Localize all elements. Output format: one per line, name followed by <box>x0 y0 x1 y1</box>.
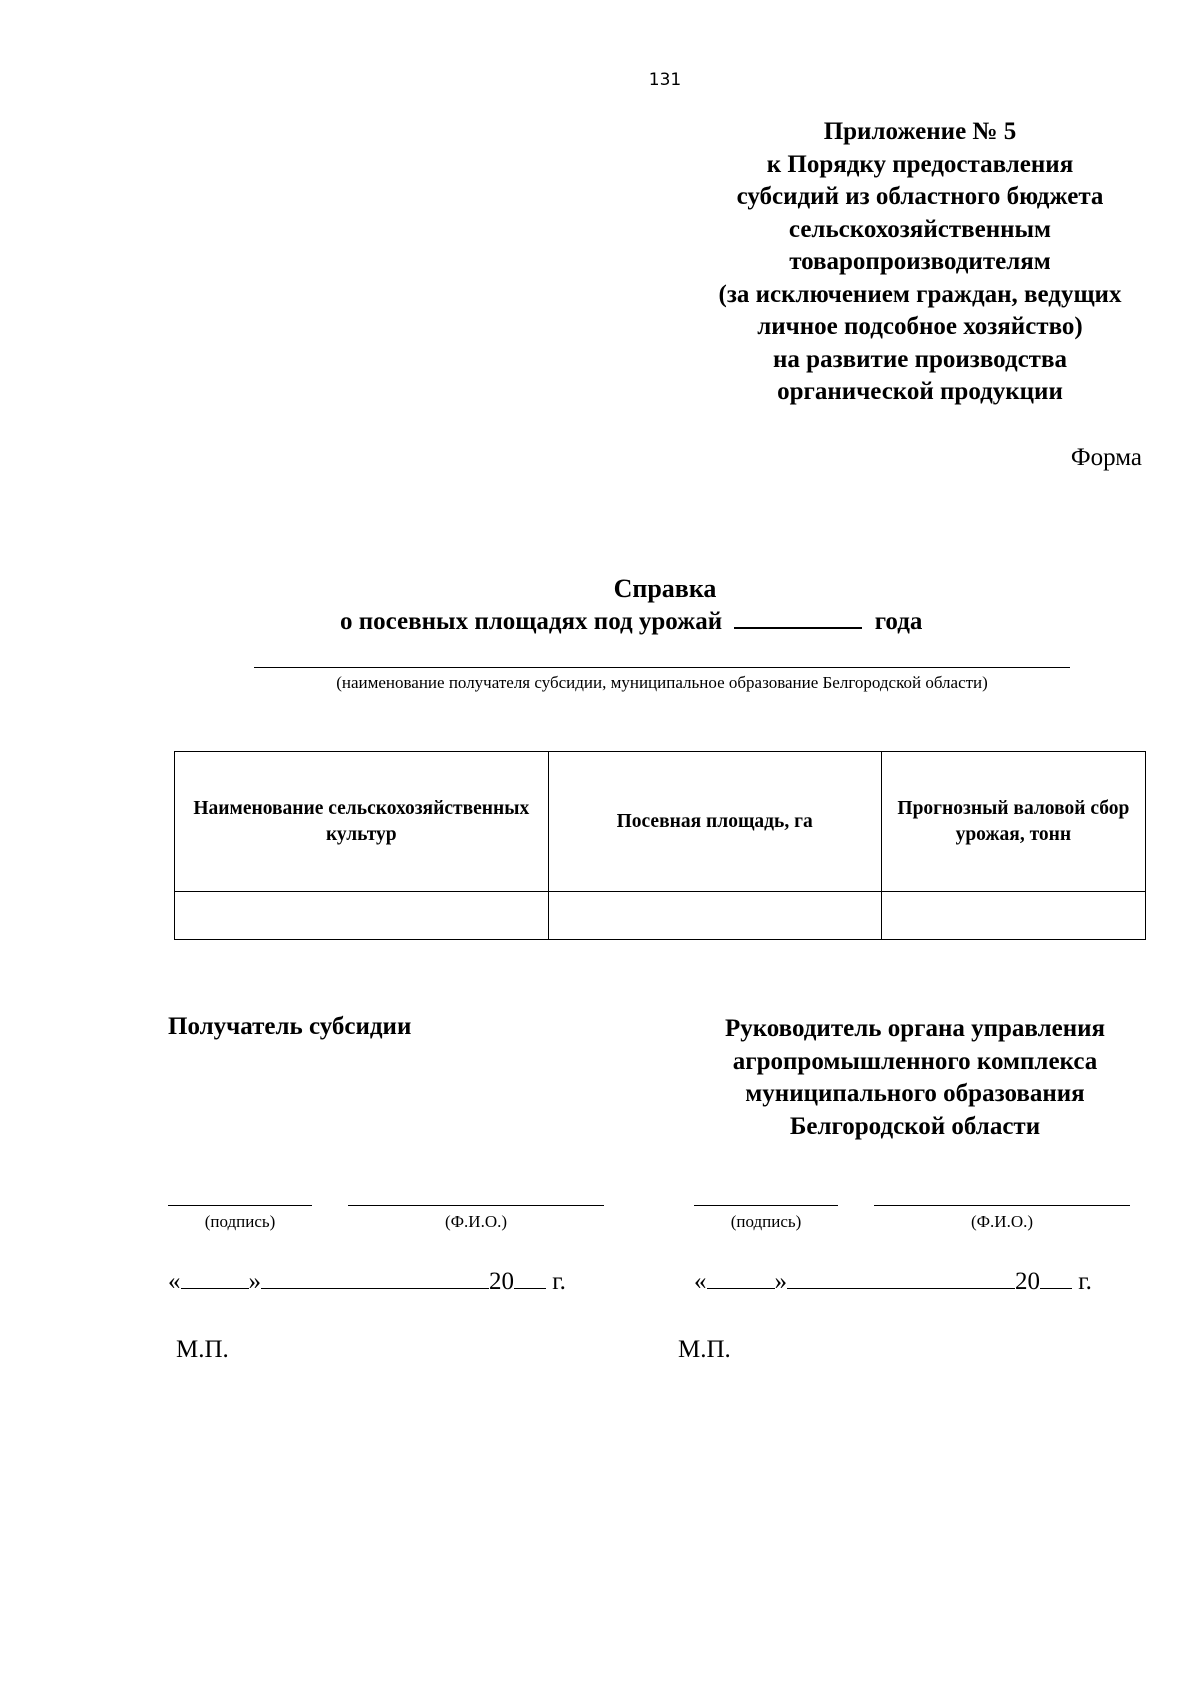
recipient-caption: (наименование получателя субсидии, муниципальное образование Белгородской области) <box>336 673 988 692</box>
table-cell-area[interactable] <box>548 892 881 940</box>
subtitle-prefix: о посевных площадях под урожай <box>340 608 723 635</box>
left-signature-line[interactable] <box>168 1205 312 1206</box>
table-header-row <box>175 752 1146 892</box>
appendix-line: органической продукции <box>777 378 1063 405</box>
recipient-signature-title: Получатель субсидии <box>168 1013 412 1040</box>
page-number: 131 <box>648 70 682 90</box>
subtitle-suffix: года <box>874 608 923 635</box>
appendix-line: Приложение № 5 <box>823 118 1017 145</box>
right-stamp-place: М.П. <box>678 1336 731 1363</box>
right-signature-line[interactable] <box>694 1205 838 1206</box>
authority-title-line: муниципального образования <box>745 1080 1085 1107</box>
left-date-year: 20 <box>489 1268 514 1295</box>
right-date-line <box>694 1268 1092 1296</box>
table-cell-crop[interactable] <box>175 892 549 940</box>
table-cell-yield[interactable] <box>881 892 1145 940</box>
left-date-open-quote: « <box>168 1268 181 1295</box>
left-date-day-field[interactable] <box>181 1268 249 1289</box>
right-name-line[interactable] <box>874 1205 1130 1206</box>
left-signature-caption: (подпись) <box>204 1212 276 1231</box>
right-date-year: 20 <box>1015 1268 1040 1295</box>
form-label: Форма <box>1070 444 1142 471</box>
right-date-month-field[interactable] <box>787 1268 1015 1289</box>
appendix-line: сельскохозяйственным <box>788 215 1052 243</box>
header-crop-name: Наименование сельскохозяйственных культур <box>175 752 549 892</box>
left-date-year-field[interactable] <box>514 1268 546 1289</box>
right-date-year-field[interactable] <box>1040 1268 1072 1289</box>
document-subtitle <box>340 608 922 636</box>
right-date-suffix: г. <box>1078 1268 1092 1295</box>
document-title: Справка <box>613 574 717 603</box>
appendix-line: субсидий из областного бюджета <box>736 183 1104 210</box>
left-name-line[interactable] <box>348 1205 604 1206</box>
appendix-line: к Порядку предоставления <box>766 150 1074 178</box>
right-date-close-quote: » <box>774 1268 787 1295</box>
appendix-line: на развитие производства <box>773 345 1067 373</box>
appendix-header <box>640 116 1200 409</box>
year-blank-field[interactable] <box>734 609 862 629</box>
authority-title-line: агропромышленного комплекса <box>732 1047 1098 1075</box>
header-sown-area: Посевная площадь, га <box>548 752 881 892</box>
left-date-suffix: г. <box>552 1268 566 1295</box>
left-date-month-field[interactable] <box>261 1268 489 1289</box>
appendix-line: личное подсобное хозяйство) <box>757 313 1083 340</box>
right-date-open-quote: « <box>694 1268 707 1295</box>
left-date-close-quote: » <box>248 1268 261 1295</box>
left-stamp-place: М.П. <box>176 1336 229 1363</box>
header-forecast-yield: Прогнозный валовой сбор урожая, тонн <box>881 752 1145 892</box>
authority-signature-title <box>680 1013 1150 1143</box>
left-date-line <box>168 1268 566 1296</box>
authority-title-line: Белгородской области <box>789 1112 1041 1140</box>
authority-title-line: Руководитель органа управления <box>724 1015 1106 1042</box>
recipient-blank-line[interactable] <box>254 667 1070 668</box>
left-name-caption: (Ф.И.О.) <box>444 1212 508 1231</box>
appendix-line: (за исключением граждан, ведущих <box>718 280 1122 308</box>
right-signature-caption: (подпись) <box>730 1212 802 1231</box>
appendix-line: товаропроизводителям <box>789 248 1051 275</box>
crops-table <box>174 751 1146 940</box>
right-name-caption: (Ф.И.О.) <box>970 1212 1034 1231</box>
right-date-day-field[interactable] <box>707 1268 775 1289</box>
table-row <box>175 892 1146 940</box>
